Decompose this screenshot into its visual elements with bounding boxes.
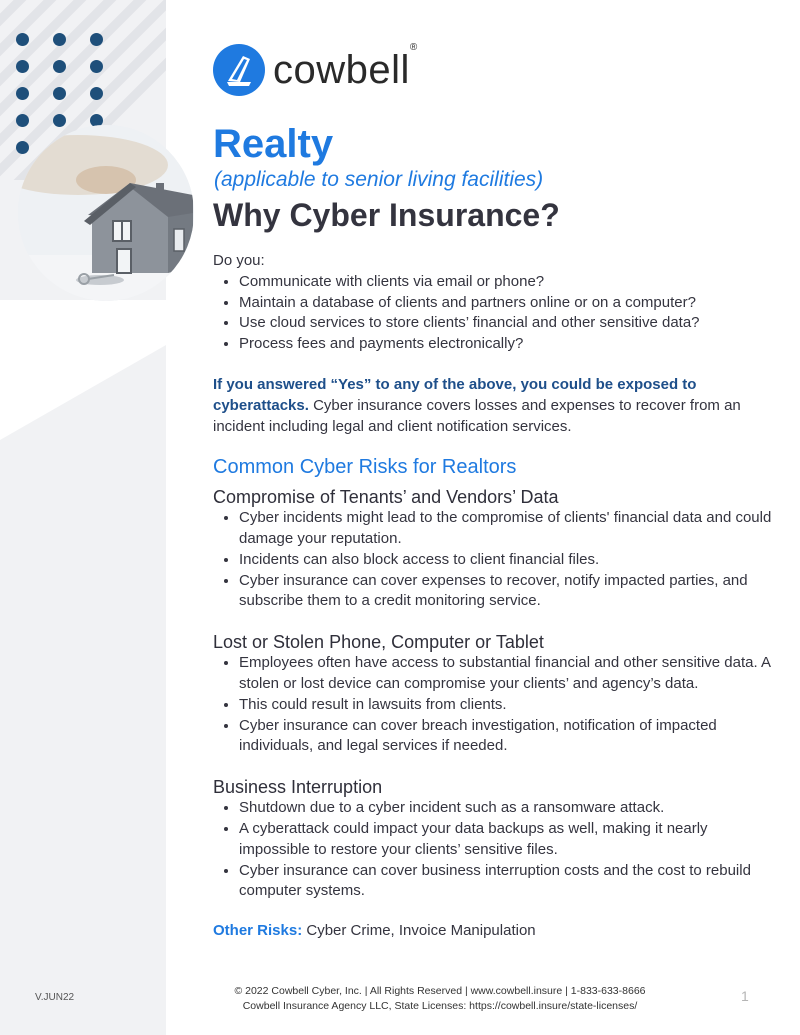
other-risks-line (213, 921, 773, 942)
risk-bullet-list (213, 508, 773, 612)
list-item: • Incidents can also block access to client financial files. (239, 550, 773, 571)
risk-title: Compromise of Tenants’ and Vendors’ Data (213, 487, 559, 508)
house-model-photo (18, 125, 194, 301)
risk-bullet-list (213, 798, 773, 902)
risk-block-business-interruption (213, 776, 773, 902)
house-illustration (18, 125, 194, 301)
cowbell-logo-icon (213, 44, 265, 96)
list-item: • Process fees and payments electronically? (239, 334, 773, 355)
risks-section-title: Common Cyber Risks for Realtors (213, 456, 517, 479)
cowbell-logo (213, 41, 418, 96)
list-item: • Cyber insurance can cover breach investigation, notification of impacted individuals, and legal services if needed. (239, 716, 773, 758)
risk-title: Lost or Stolen Phone, Computer or Tablet (213, 632, 544, 653)
footer-copyright: © 2022 Cowbell Cyber, Inc. | All Rights Reserved | www.cowbell.insure | 1-833-633-8666 (234, 985, 646, 997)
list-item: • Cyber incidents might lead to the compromise of clients' financial data and could damage your reputation. (239, 508, 773, 550)
list-item: • A cyberattack could impact your data backups as well, making it nearly impossible to restore your clients’ sensitive files. (239, 819, 773, 861)
page-title: Realty (213, 122, 334, 166)
intro-lead: Do you: (213, 252, 265, 269)
risk-block-lost-device (213, 631, 773, 757)
page-footer (200, 984, 680, 1014)
list-item: • Maintain a database of clients and partners online or on a computer? (239, 293, 773, 314)
version-label: V.JUN22 (35, 992, 75, 1003)
answer-text: Cyber insurance covers losses and expenses to recover from an incident including legal and client notification services. (213, 396, 741, 435)
section-heading: Why Cyber Insurance? (213, 197, 560, 233)
list-item: • This could result in lawsuits from clients. (239, 695, 773, 716)
intro-answer-paragraph (213, 375, 773, 437)
list-item: • Use cloud services to store clients’ financial and other sensitive data? (239, 313, 773, 334)
brand-wordmark: cowbell® (273, 41, 418, 92)
risk-block-data-compromise (213, 486, 773, 612)
list-item: • Employees often have access to substantial financial and other sensitive data. A stolen or lost device can compromise your clients’ and agency’s data. (239, 653, 773, 695)
answer-emphasis: If you answered “Yes” to any of the above, you could be exposed to cyberattacks. (213, 375, 697, 414)
other-risks-text: Cyber Crime, Invoice Manipulation (302, 922, 536, 940)
intro-question-list (213, 272, 773, 355)
list-item: • Cyber insurance can cover expenses to recover, notify impacted parties, and subscribe them to a credit monitoring service. (239, 571, 773, 613)
footer-licenses: Cowbell Insurance Agency LLC, State Licenses: https://cowbell.insure/state-licenses/ (242, 1000, 638, 1012)
list-item: • Communicate with clients via email or phone? (239, 272, 773, 293)
main-content (213, 251, 773, 942)
risk-title: Business Interruption (213, 777, 383, 798)
page-number: 1 (741, 988, 749, 1004)
list-item: • Cyber insurance can cover business interruption costs and the cost to rebuild computer systems. (239, 861, 773, 903)
other-risks-label: Other Risks: (213, 922, 303, 940)
list-item: • Shutdown due to a cyber incident such as a ransomware attack. (239, 798, 773, 819)
risk-bullet-list (213, 653, 773, 757)
page-subtitle: (applicable to senior living facilities) (214, 168, 544, 191)
